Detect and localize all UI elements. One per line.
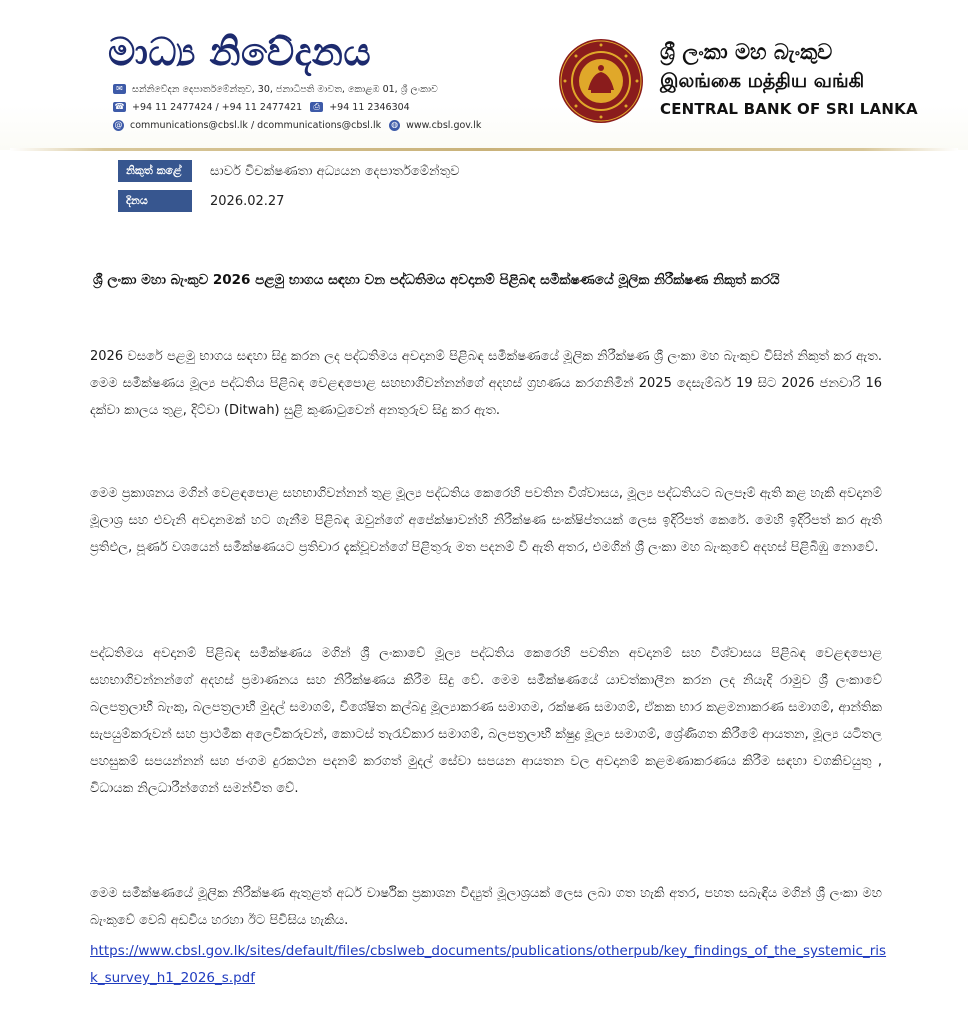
date-value: 2026.02.27	[210, 193, 285, 209]
masthead-title: මාධ්‍ය නිවේදනය	[108, 30, 372, 74]
contact-block	[113, 80, 481, 134]
email-text[interactable]: communications@cbsl.lk / dcommunications@cbsl.lk	[130, 119, 382, 131]
document-heading: ශ්‍රී ලංකා මහා බැංකුව 2026 පළමු භාගය සඳහා වන පද්ධතිමය අවදානම් පිළිබඳ සමීක්ෂණයේ මූලික නිරීක්ෂණ නිකුත් කරයි	[93, 272, 780, 288]
date-label: දිනය	[118, 190, 192, 212]
phone-line	[113, 98, 481, 116]
mail-icon: ✉	[113, 84, 126, 94]
paragraph-2: මෙම ප්‍රකාශනය මගින් වෙළඳපොළ සහභාගිවන්නන් තුළ මූල්‍ය පද්ධතිය කෙරෙහි පවතින විශ්වාසය, මූල්‍ය පද්ධතියට බලපෑම් ඇති කළ හැකි අවදානම් මූලාශ්‍ර සහ එවැනි අවදානමක් හට ගැනීම පිළිබඳ ඔවුන්ගේ අපේක්ෂාවන්හි නිරීක්ෂණ සංක්ෂිප්තයක් ලෙස ඉදිරිපත් කෙරේ. මෙහි ඉදිරිපත් කර ඇති ප්‍රතිඵල, පූර්ණ වශයෙන් සමීක්ෂණයට ප්‍රතිචාර දැක්වූවන්ගේ පිළිතුරු මත පදනම් වී ඇති අතර, එමගින් ශ්‍රී ලංකා මහ බැංකුවේ අදහස් පිළිබිඹු නොවේ.	[90, 486, 882, 555]
meta-table	[118, 158, 818, 218]
bank-name-sinhala: ශ්‍රී ලංකා මහ බැංකුව	[660, 40, 833, 64]
bank-name-tamil: இலங்கை மத்திய வங்கி	[660, 70, 865, 92]
fax-icon: ⎙	[310, 102, 323, 112]
issued-by-value: සාර්ව විචක්ෂණතා අධ්‍යයන දෙපාර්තමේන්තුව	[210, 163, 460, 179]
paragraph-4: මෙම සමීක්ෂණයේ මූලික නිරීක්ෂණ ඇතුළත් අර්ධ වාර්ෂික ප්‍රකාශන විද්‍යුත් මූලාශ්‍රයක් ලෙස ලබා ගත හැකි අතර, පහත සබැඳිය මගින් ශ්‍රී ලංකා මහ බැංකුවේ වෙබ් අඩවිය හරහා ඊට පිවිසිය හැකිය.	[90, 886, 882, 928]
at-icon: @	[114, 119, 123, 129]
paragraph-3: පද්ධතිමය අවදානම් පිළිබඳ සමීක්ෂණය මගින් ශ්‍රී ලංකාවේ මූල්‍ය පද්ධතිය කෙරෙහි පවතින අවදානම් සහ විශ්වාසය පිළිබඳ වෙළඳපොළ සහභාගිවන්නන්ගේ අදහස් ප්‍රමාණනය සහ නිරීක්ෂණය කිරීම සිදු වේ. මෙම සමීක්ෂණයේ යාවත්කාලීන කරන ලද නියැදි රාමුව ශ්‍රී ලංකාවේ බලපත්‍රලාභී බැංකු, බලපත්‍රලාභී මුදල් සමාගම්, විශේෂිත කල්බදු මූල්‍යාකරණ සමාගම, රක්ෂණ සමාගම්, ඒකක භාර කළමනාකරණ සමාගම්, ආන්තික සැපයුම්කරුවන් සහ ප්‍රාථමික අලෙවිකරුවන්, කොටස් තැරැව්කාර සමාගම්, බලපත්‍රලාභී ක්ෂුද්‍ර මූල්‍ය සමාගම්, ශ්‍රේණිගත කිරීමේ ආයතන, මූල්‍ය යටිතල පහසුකම් සපයන්නන් සහ ජංගම දුරකථන පදනම් කරගත් මුදල් සේවා සපයන ආයතන වල අවදානම් කළමණාකරණය කිරීම සඳහා වගකිවයුතු , විධායක නිලධාරීන්ගෙන් සමන්විත වේ.	[90, 646, 882, 796]
globe-icon: ◍	[389, 120, 400, 131]
phone-icon: ☎	[114, 102, 125, 111]
website-text[interactable]: www.cbsl.gov.lk	[406, 119, 482, 131]
phone-text: +94 11 2477424 / +94 11 2477421	[132, 101, 303, 113]
issued-by-label: නිකුත් කළේ	[118, 160, 192, 182]
paragraph-1: 2026 වසරේ පළමු භාගය සඳහා සිදු කරන ලද පද්ධතිමය අවදානම් පිළිබඳ සමීක්ෂණයේ මූලික නිරීක්ෂණ ශ්‍රී ලංකා මහ බැංකුව විසින් නිකුත් කර ඇත. මෙම සමීක්ෂණය මූල්‍ය පද්ධතිය පිළිබඳ වෙළඳපොළ සහභාගිවන්නන්ගේ අදහස් ග්‍රහණය කරගනිමින් 2025 දෙසැම්බර් 19 සිට 2026 ජනවාරි 16 දක්වා කාලය තුළ, දිට්වා (Ditwah) සුළි කුණාටුවෙන් අනතුරුව සිදු කර ඇත.	[90, 349, 882, 418]
fax-text: +94 11 2346304	[329, 101, 410, 113]
header-divider	[10, 148, 958, 151]
publication-link[interactable]: https://www.cbsl.gov.lk/sites/default/files/cbslweb_documents/publications/otherpub/key_findings_of_the_systemic_risk_survey_h1_2026_s.pdf	[90, 943, 887, 986]
date-row	[118, 188, 818, 214]
central-bank-seal-icon	[558, 38, 644, 124]
address-text: සන්නිවේදන දෙපාර්තමේන්තුව, 30, ජනාධිපති මාවත, කොළඹ 01, ශ්‍රී ලංකාව	[132, 83, 438, 95]
email-line	[113, 116, 481, 134]
bank-name-block	[660, 40, 920, 122]
issued-by-row	[118, 158, 818, 184]
address-line	[113, 80, 481, 98]
bank-name-english: CENTRAL BANK OF SRI LANKA	[660, 100, 918, 118]
